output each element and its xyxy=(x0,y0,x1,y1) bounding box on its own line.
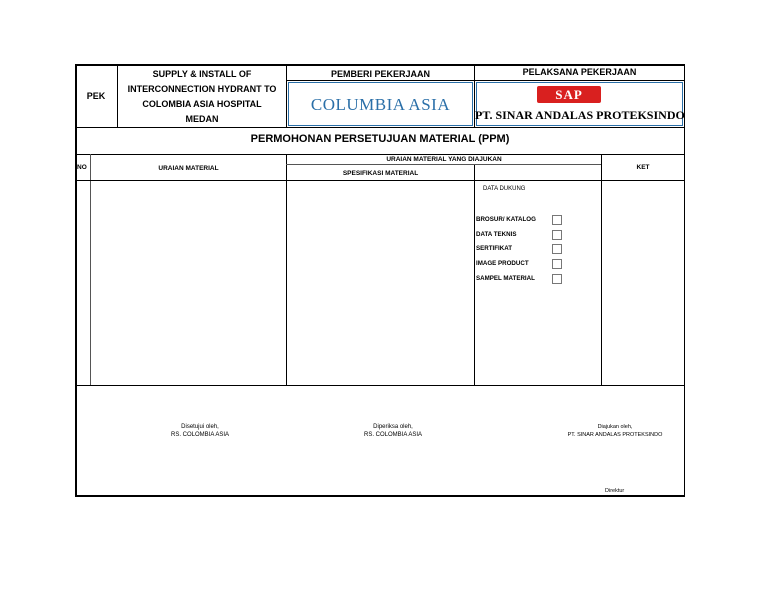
page-title: PERMOHONAN PERSETUJUAN MATERIAL (PPM) xyxy=(250,133,510,145)
col-header-no: NO xyxy=(77,164,87,171)
checklist-item-sampel-material[interactable] xyxy=(476,273,566,285)
project-title-line: MEDAN xyxy=(185,114,219,124)
divider-logo-row xyxy=(286,80,685,81)
checklist-label: SAMPEL MATERIAL xyxy=(476,275,535,282)
table-header-bottom xyxy=(75,180,685,181)
checklist-item-data-teknis[interactable] xyxy=(476,229,566,241)
checkbox[interactable] xyxy=(552,215,562,225)
checklist-item-image-product[interactable] xyxy=(476,258,566,270)
diajukan-org: PT. SINAR ANDALAS PROTEKSINDO xyxy=(567,432,663,438)
checkbox[interactable] xyxy=(552,274,562,284)
frame-top xyxy=(75,64,685,66)
col-header-diajukan: URAIAN MATERIAL YANG DIAJUKAN xyxy=(386,156,502,163)
col-header-ket: KET xyxy=(636,164,650,171)
frame-right xyxy=(684,64,685,497)
contractor-logo-box xyxy=(476,82,683,126)
diperiksa-org: RS. COLOMBIA ASIA xyxy=(363,432,423,438)
project-title-line: COLOMBIA ASIA HOSPITAL xyxy=(142,99,262,109)
pelaksana-label: PELAKSANA PEKERJAAN xyxy=(522,67,637,77)
table-body-bottom xyxy=(75,385,685,386)
sap-logo-icon xyxy=(537,86,601,103)
divider-title-bottom xyxy=(75,154,685,155)
project-title-line: SUPPLY & INSTALL OF xyxy=(152,69,252,79)
diajukan-label: Diajukan oleh, xyxy=(597,424,633,430)
col-uraian-divider xyxy=(286,154,287,386)
col-header-spesifikasi: SPESIFIKASI MATERIAL xyxy=(342,170,419,177)
checklist-item-sertifikat[interactable] xyxy=(476,243,566,255)
disetujui-label: Disetujui oleh, xyxy=(181,424,219,430)
checklist-label: DATA TEKNIS xyxy=(476,231,517,238)
checkbox[interactable] xyxy=(552,259,562,269)
col-no-divider xyxy=(90,154,91,386)
col-header-uraian: URAIAN MATERIAL xyxy=(158,165,219,172)
frame-bottom xyxy=(75,495,685,497)
pek-label: PEK xyxy=(86,91,106,101)
columbia-asia-logo: COLUMBIA ASIA xyxy=(310,95,451,114)
divider-header-bottom xyxy=(75,127,685,128)
diperiksa-label: Diperiksa oleh, xyxy=(373,424,413,430)
data-dukung-title: DATA DUKUNG xyxy=(483,186,526,192)
client-logo-box xyxy=(288,82,473,126)
checkbox[interactable] xyxy=(552,230,562,240)
contractor-name: PT. SINAR ANDALAS PROTEKSINDO xyxy=(475,108,685,122)
checklist-item-brosur[interactable] xyxy=(476,214,566,226)
checkbox[interactable] xyxy=(552,244,562,254)
checklist-label: SERTIFIKAT xyxy=(476,245,512,252)
col-spec-divider xyxy=(474,164,475,386)
project-title-line: INTERCONNECTION HYDRANT TO xyxy=(127,84,277,94)
checklist-label: BROSUR/ KATALOG xyxy=(476,216,536,223)
frame-left xyxy=(75,64,77,497)
col-ket-divider xyxy=(601,154,602,386)
checklist-label: IMAGE PRODUCT xyxy=(476,260,529,267)
project-title xyxy=(118,67,286,127)
disetujui-org: RS. COLOMBIA ASIA xyxy=(170,432,230,438)
pemberi-label: PEMBERI PEKERJAAN xyxy=(330,69,431,79)
diajukan-underline xyxy=(286,164,601,165)
direktur-label: Direktur xyxy=(605,488,625,494)
sap-logo-text: SAP xyxy=(555,87,583,102)
